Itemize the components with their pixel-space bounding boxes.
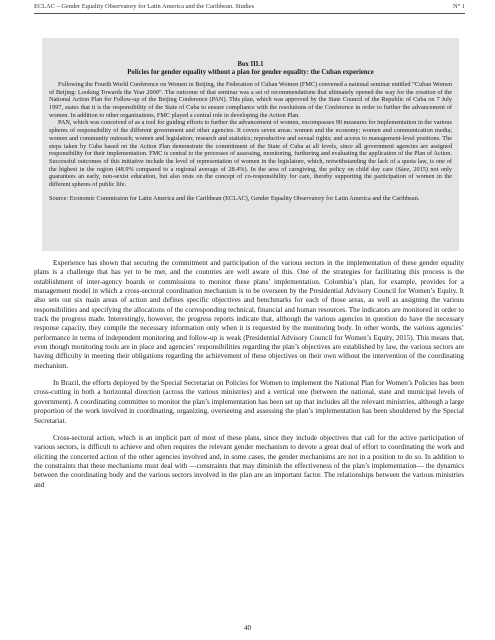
running-header xyxy=(34,3,465,10)
box-source: Source: Economic Commission for Latin America and the Caribbean (ECLAC), Gender Equality Observatory for Latin America and the Caribbean. xyxy=(49,194,420,202)
box-paragraph: Following the Fourth World Conference on Women in Beijing, the Federation of Cuban Women (FMC) convened a national seminar entitled “Cuban Women of Beijing: Looking Towards the Year 2000”. The outcome of that seminar was a set of recommendations that ultimately opened the way for the creation of the National Action Plan for Follow-up of the Beijing Conference (PAN). This plan, which was approved by the State Council of the Republic of Cuba on 7 July 1997, states that it is the responsibility of the State of Cuba to ensure compliance with the resolutions of the Conference in order to further the advancement of women. In addition to other organizations, FMC played a central role in developing the Action Plan. xyxy=(49,81,452,119)
header-title: ECLAC – Gender Equality Observatory for Latin America and the Caribbean. Studies xyxy=(34,3,255,10)
body-text xyxy=(34,259,464,498)
box-paragraph: PAN, which was conceived of as a tool for guiding efforts to further the advancement of women, encompasses 90 measures for implementation in the various spheres of responsibility of the different government and other agencies. It covers seven areas: women and the economy; women and communication media; women and community outreach; women and legislation; research and statistics; reproductive and sexual rights; and access to management-level positions. The steps taken by Cuba based on the Action Plan demonstrate the commitment of the State of Cuba at all levels, since all government agencies are assigned responsibility for their implementation. FMC is central to the processes of assessing, monitoring, furthering and evaluating the application of the Plan of Action. Successful outcomes of this initiative include the level of representation of women in the legislature, which, notwithstanding the lack of a quota law, is one of the highest in the region (48.9% compared to a regional average of 28.4%). In the area of caregiving, the policy on child day care (Sáez, 2015) not only guarantees an early, non-sexist education, but also rests on the concept of co-responsibility for care, thereby supporting the participation of women in the different spheres of public life. xyxy=(49,119,452,188)
box-title: Policies for gender equality without a plan for gender equality: the Cuban experience xyxy=(127,69,374,76)
body-paragraph: Experience has shown that securing the commitment and participation of the various sectors in the implementation of these gender equality plans is a challenge that has yet to be met, and the countries are well aware of this. One of the strategies for facilitating this process is the establishment of inter-agency boards or commissions to monitor these plans’ implementation. Colombia’s plan, for example, provides for a management model in which a cross-sectoral coordination mechanism is to be overseen by the Presidential Advisory Council for Women’s Equity. It also sets out six main areas of action and defines specific objectives and benchmarks for each of those areas, as well as assigning the various responsibilities and specifying the allocations of the corresponding technical, financial and human resources. The indicators are monitored in order to track the progress made. Interestingly, however, the progress reports indicate that, although the various agencies in question do have the necessary response capacity, they compile the necessary information only when it is requested by the monitoring body. In other words, the various agencies’ performance in terms of independent monitoring and follow-up is weak (Presidential Advisory Council for Women’s Equity, 2015). This means that, even though monitoring tools are in place and agencies’ responsibilities regarding the plan’s objectives are established by law, the various sectors are having difficulty in meeting their obligations regarding the achievement of these objectives on their own without the intervention of the coordinating mechanism. xyxy=(34,259,464,370)
box-label: Box III.1 xyxy=(237,61,264,68)
body-paragraph: Cross-sectoral action, which is an implicit part of most of these plans, since they include objectives that call for the active participation of various sectors, is difficult to achieve and often requires the relevant gender mechanism to devote a great deal of effort to coordinating the work and eliciting the concerted action of the other agencies involved and, in some cases, the gender mechanisms are not in a position to do so. In addition to the constraints that these mechanisms must deal with —constraints that may diminish the effectiveness of the plan’s implementation— the dynamics between the coordinating body and the various sectors involved in the plan are an important factor. The relationships between the various ministries and xyxy=(34,433,464,489)
page-number: 40 xyxy=(244,624,251,632)
body-paragraph: In Brazil, the efforts deployed by the Special Secretariat on Policies for Women to implement the National Plan for Women’s Policies has been cross-cutting in both a horizontal direction (across the various ministries) and a vertical one (between the national, state and municipal levels of government). A coordinating committee to monitor the plan’s implementation has been set up that includes all the relevant ministries, although a large proportion of the work involved in coordinating, organizing, overseeing and assessing the plan’s implementation has been shouldered by the Special Secretariat. xyxy=(34,379,464,425)
box-iii-1 xyxy=(42,38,459,251)
header-rule xyxy=(34,13,465,14)
header-series-number: N° 1 xyxy=(453,3,465,10)
